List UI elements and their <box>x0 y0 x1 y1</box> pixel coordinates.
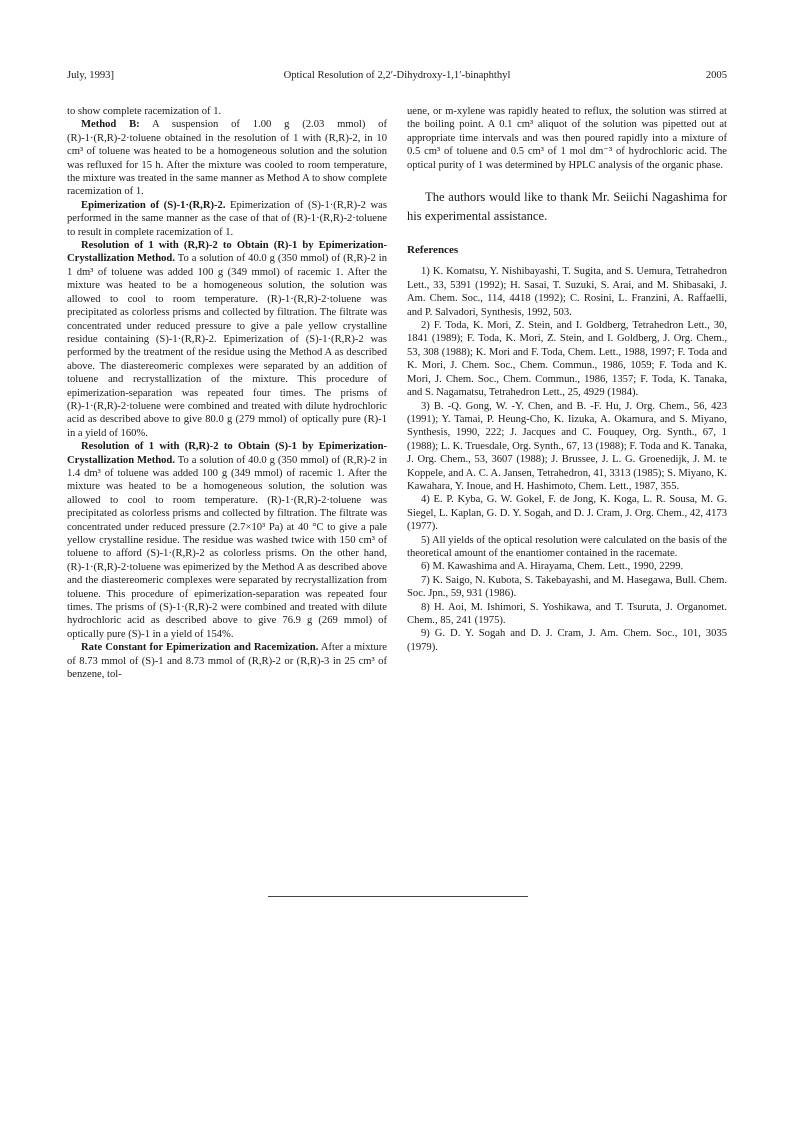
paragraph-rate-constant <box>67 641 387 681</box>
reference-list <box>407 265 727 654</box>
paragraph-text: To a solution of 40.0 g (350 mmol) of (R,R)-2 in 1 dm³ of toluene was added 100 g (349 mmol) of racemic 1. After the mixture was heated to be a homogeneous solution, the solution was allowed to cool to room temperature. (R)-1·(R,R)-2·toluene was precipitated as colorless prisms and collected by filtration. The filtrate was concentrated under reduced pressure to give a pale yellow crystalline residue containing (S)-1·(R,R)-2. Epimerization of (S)-1·(R,R)-2 was performed by the treatment of the residue using the Method A as described above. The diastereomeric complexes were separated by an addition of toluene and recrystallization of the mixture. This procedure of epimerization-separation was repeated four times. The prisms of (R)-1·(R,R)-2·toluene were combined and treated with dilute hydrochloric acid as described above to give 80.0 g (279 mmol) of optically pure (R)-1 in a yield of 160%. <box>67 253 387 439</box>
acknowledgment: The authors would like to thank Mr. Seiichi Nagashima for his experimental assistance. <box>407 190 727 223</box>
references-heading: References <box>407 244 459 257</box>
paragraph-text: Epimerization of (S)-1·(R,R)-2 was performed in the same manner as the case of that of (R)-1·(R,R)-2·toluene to result in complete racemization of 1. <box>67 199 387 238</box>
reference-item: 4) E. P. Kyba, G. W. Gokel, F. de Jong, K. Koga, L. R. Sousa, M. G. Siegel, L. Kaplan, G. D. Y. Sogah, and D. J. Cram, J. Org. Chem., 42, 4173 (1977). <box>407 494 727 533</box>
paragraph-method-b <box>67 118 387 198</box>
paragraph-resolution-r <box>67 239 387 440</box>
running-title: Optical Resolution of 2,2′-Dihydroxy-1,1′-binaphthyl <box>283 70 511 81</box>
paragraph-heading: Resolution of 1 with (R,R)-2 to Obtain (S)-1 by Epimerization-Crystallization Method. <box>67 441 387 466</box>
reference-item: 2) F. Toda, K. Mori, Z. Stein, and I. Goldberg, Tetrahedron Lett., 30, 1841 (1989); F. Toda, K. Mori, Z. Stein, and I. Goldberg, J. Org. Chem., 53, 308 (1988); K. Mori and F. Toda, Chem. Lett., 1988, 1997; F. Toda and K. Mori, J. Chem. Soc., Chem. Commun., 1986, 1059; F. Toda and K. Mori, J. Chem. Soc., Chem. Commun., 1986, 1357; F. Toda, K. Tanaka, and S. Nagamatsu, Tetrahedron Lett., 25, 4929 (1984). <box>407 320 727 399</box>
paragraph-continuation: uene, or m-xylene was rapidly heated to reflux, the solution was stirred at the boiling point. A 0.1 cm³ aliquot of the solution was pipetted out at appropriate time intervals and was then poured rapidly into a mixture of 0.5 cm³ of toluene and 0.5 cm³ of 1 mol dm⁻³ of hydrochloric acid. The optical purity of 1 was determined by HPLC analysis of the organic phase. <box>407 106 727 171</box>
reference-item: 8) H. Aoi, M. Ishimori, S. Yoshikawa, and T. Tsuruta, J. Organomet. Chem., 85, 241 (1975). <box>407 601 727 626</box>
reference-item: 7) K. Saigo, N. Kubota, S. Takebayashi, and M. Hasegawa, Bull. Chem. Soc. Jpn., 59, 931 (1986). <box>407 574 727 600</box>
left-column <box>67 105 387 681</box>
journal-date: July, 1993] <box>67 70 114 81</box>
reference-item: 6) M. Kawashima and A. Hirayama, Chem. Lett., 1990, 2299. <box>421 561 684 573</box>
paragraph-text: After a mixture of 8.73 mmol of (S)-1 and 8.73 mmol of (R,R)-2 or (R,R)-3 in 25 cm³ of benzene, tol- <box>67 642 387 681</box>
paragraph-heading: Method B: <box>81 119 140 131</box>
reference-item: 1) K. Komatsu, Y. Nishibayashi, T. Sugita, and S. Uemura, Tetrahedron Lett., 33, 5391 (1992); H. Sasai, T. Suzuki, S. Arai, and M. Shibasaki, J. Am. Chem. Soc., 114, 4418 (1992); C. Rosini, L. Franzini, A. Raffaelli, and P. Salvadori, Synthesis, 1992, 503. <box>407 266 727 318</box>
paragraph-heading: Epimerization of (S)-1·(R,R)-2. <box>81 199 226 211</box>
reference-item: 3) B. -Q. Gong, W. -Y. Chen, and B. -F. Hu, J. Org. Chem., 56, 423 (1991); Y. Tamai, P. Heung-Cho, K. Iizuka, A. Okamura, and S. Miyano, Synthesis, 1990, 222; J. Jacques and C. Fouquey, Org. Synth., 67, 1 (1988); L. K. Truesdale, Org. Synth., 67, 13 (1988); F. Toda and K. Tanaka, J. Org. Chem., 53, 3607 (1988); J. Brussee, J. L. G. Groenedijk, J. M. te Koppele, and A. C. A. Jansen, Tetrahedron, 41, 3313 (1985); S. Miyano, K. Kawahara, Y. Inoue, and H. Hashimoto, Chem. Lett., 1987, 355. <box>407 400 727 492</box>
paragraph-text: A suspension of 1.00 g (2.03 mmol) of (R)-1·(R,R)-2·toluene obtained in the resolution of 1 with (R,R)-2, in 10 cm³ of toluene was heated to be a homogeneous solution and the solution was refluxed for 15 h. After the mixture was cooled to room temperature, the mixture was treated in the same manner as Method A to show complete racemization of 1. <box>67 119 387 198</box>
paragraph-heading: Resolution of 1 with (R,R)-2 to Obtain (R)-1 by Epimerization-Crystallization Method. <box>67 240 387 265</box>
running-header <box>67 69 727 83</box>
paragraph-continuation <box>67 105 387 118</box>
paragraph-heading: Rate Constant for Epimerization and Racemization. <box>81 642 319 654</box>
reference-item: 5) All yields of the optical resolution were calculated on the basis of the theoretical amount of the enantiomer contained in the racemate. <box>407 534 727 559</box>
paragraph-text: to show complete racemization of 1. <box>67 106 222 117</box>
paragraph-resolution-s <box>67 440 387 641</box>
paragraph-epimerization <box>67 199 387 239</box>
right-column <box>407 105 727 654</box>
end-of-article-rule <box>268 896 528 897</box>
paragraph-text: To a solution of 40.0 g (350 mmol) of (R,R)-2 in 1.4 dm³ of toluene was added 100 g (349 mmol) of racemic 1. After the mixture was heated to be a homogeneous solution, the solution was allowed to cool to room temperature. (R)-1·(R,R)-2·toluene was precipitated as colorless prisms and collected by filtration. The filtrate was concentrated under reduced pressure (2.7×10³ Pa) at 40 °C to give a pale yellow crystalline residue. The residue was washed twice with 150 cm³ of toluene to afford (S)-1·(R,R)-2 as colorless prisms. On the other hand, (R)-1·(R,R)-2·toluene was epimerized by the Method A as described above and the diastereomeric complexes were separated by recrystallization from toluene. This procedure of epimerization-separation was repeated four times. The prisms of (S)-1·(R,R)-2 were combined and treated with dilute hydrochloric acid as described above to give 76.9 g (269 mmol) of optically pure (S)-1 in a yield of 154%. <box>67 454 387 640</box>
page-number: 2005 <box>705 70 727 81</box>
reference-item: 9) G. D. Y. Sogah and D. J. Cram, J. Am. Chem. Soc., 101, 3035 (1979). <box>407 628 727 653</box>
